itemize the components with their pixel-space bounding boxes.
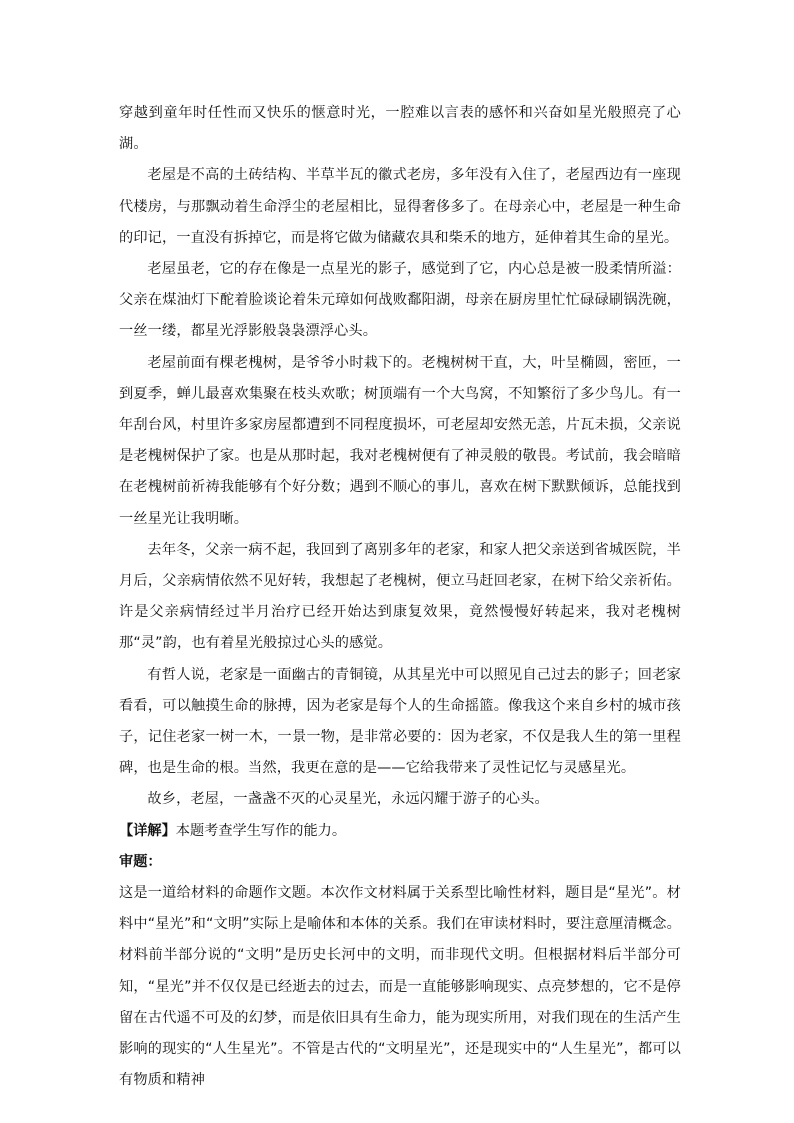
paragraph-7: 故乡，老屋，一盏盏不灭的心灵星光，永远闪耀于游子的心头。 <box>147 791 549 808</box>
detail-bracket: 【详解】 <box>119 822 176 839</box>
document-page <box>119 98 681 1097</box>
paragraph-5: 去年冬，父亲一病不起，我回到了离别多年的老家，和家人把父亲送到省城医院，半月后，父亲病情依然不见好转，我想起了老槐树，便立马赶回老家，在树下给父亲祈佑。许是父亲病情经过半月治疗已经开始达到康复效果，竟然慢慢好转起来，我对老槐树那“灵”韵，也有着星光般掠过心头的感觉。 <box>119 541 681 652</box>
paragraph-2: 老屋是不高的土砖结构、半草半瓦的徽式老房，多年没有入住了，老屋西边有一座现代楼房，与那飘动着生命浮尘的老屋相比，显得奢侈多了。在母亲心中，老屋是一种生命的印记，一直没有拆掉它，而是将它做为储藏农具和柴禾的地方，延伸着其生命的星光。 <box>119 167 681 246</box>
detail-line <box>119 816 681 847</box>
paragraph-1: 穿越到童年时任性而又快乐的惬意时光，一腔难以言表的感怀和兴奋如星光般照亮了心湖。 <box>119 105 681 153</box>
paragraph-6: 有哲人说，老家是一面幽古的青铜镜，从其星光中可以照见自己过去的影子；回老家看看，可以触摸生命的脉搏，因为老家是每个人的生命摇篮。像我这个来自乡村的城市孩子，记住老家一树一木，一景一物，是非常必要的：因为老家，不仅是我人生的第一里程碑，也是生命的根。当然，我更在意的是——它给我带来了灵性记忆与灵感星光。 <box>119 666 681 777</box>
paragraph-4: 老屋前面有棵老槐树，是爷爷小时栽下的。老槐树树干直，大，叶呈椭圆，密匝，一到夏季，蝉儿最喜欢集聚在枝头欢歌；树顶端有一个大鸟窝，不知繁衍了多少鸟儿。有一年刮台风，村里许多家房屋都遭到不同程度损坏，可老屋却安然无恙，片瓦未损，父亲说是老槐树保护了家。也是从那时起，我对老槐树便有了神灵般的敬畏。考试前，我会暗暗在老槐树前祈祷我能够有个好分数；遇到不顺心的事儿，喜欢在树下默默倾诉，总能找到一丝星光让我明晰。 <box>119 354 681 527</box>
review-label: 审题： <box>119 853 162 870</box>
analysis-paragraph: 这是一道给材料的命题作文题。本次作文材料属于关系型比喻性材料，题目是“星光”。材料中“星光”和“文明”实际上是喻体和本体的关系。我们在审读材料时，要注意厘清概念。材料前半部分说的“文明”是历史长河中的文明，而非现代文明。但根据材料后半部分可知，“星光”并不仅仅是已经逝去的过去，而是一直能够影响现实、点亮梦想的，它不是停留在古代遥不可及的幻梦，而是依旧具有生命力，能为现实所用，对我们现在的生活产生影响的现实的“人生星光”。不管是古代的“文明星光”，还是现实中的“人生星光”，都可以有物质和精神 <box>119 885 681 1089</box>
detail-text: 本题考查学生写作的能力。 <box>175 822 347 839</box>
paragraph-3: 老屋虽老，它的存在像是一点星光的影子，感觉到了它，内心总是被一股柔情所溢：父亲在煤油灯下酡着脸谈论着朱元璋如何战败鄱阳湖，母亲在厨房里忙忙碌碌刷锅洗碗，一丝一缕，都星光浮影般袅袅漂浮心头。 <box>119 261 681 340</box>
